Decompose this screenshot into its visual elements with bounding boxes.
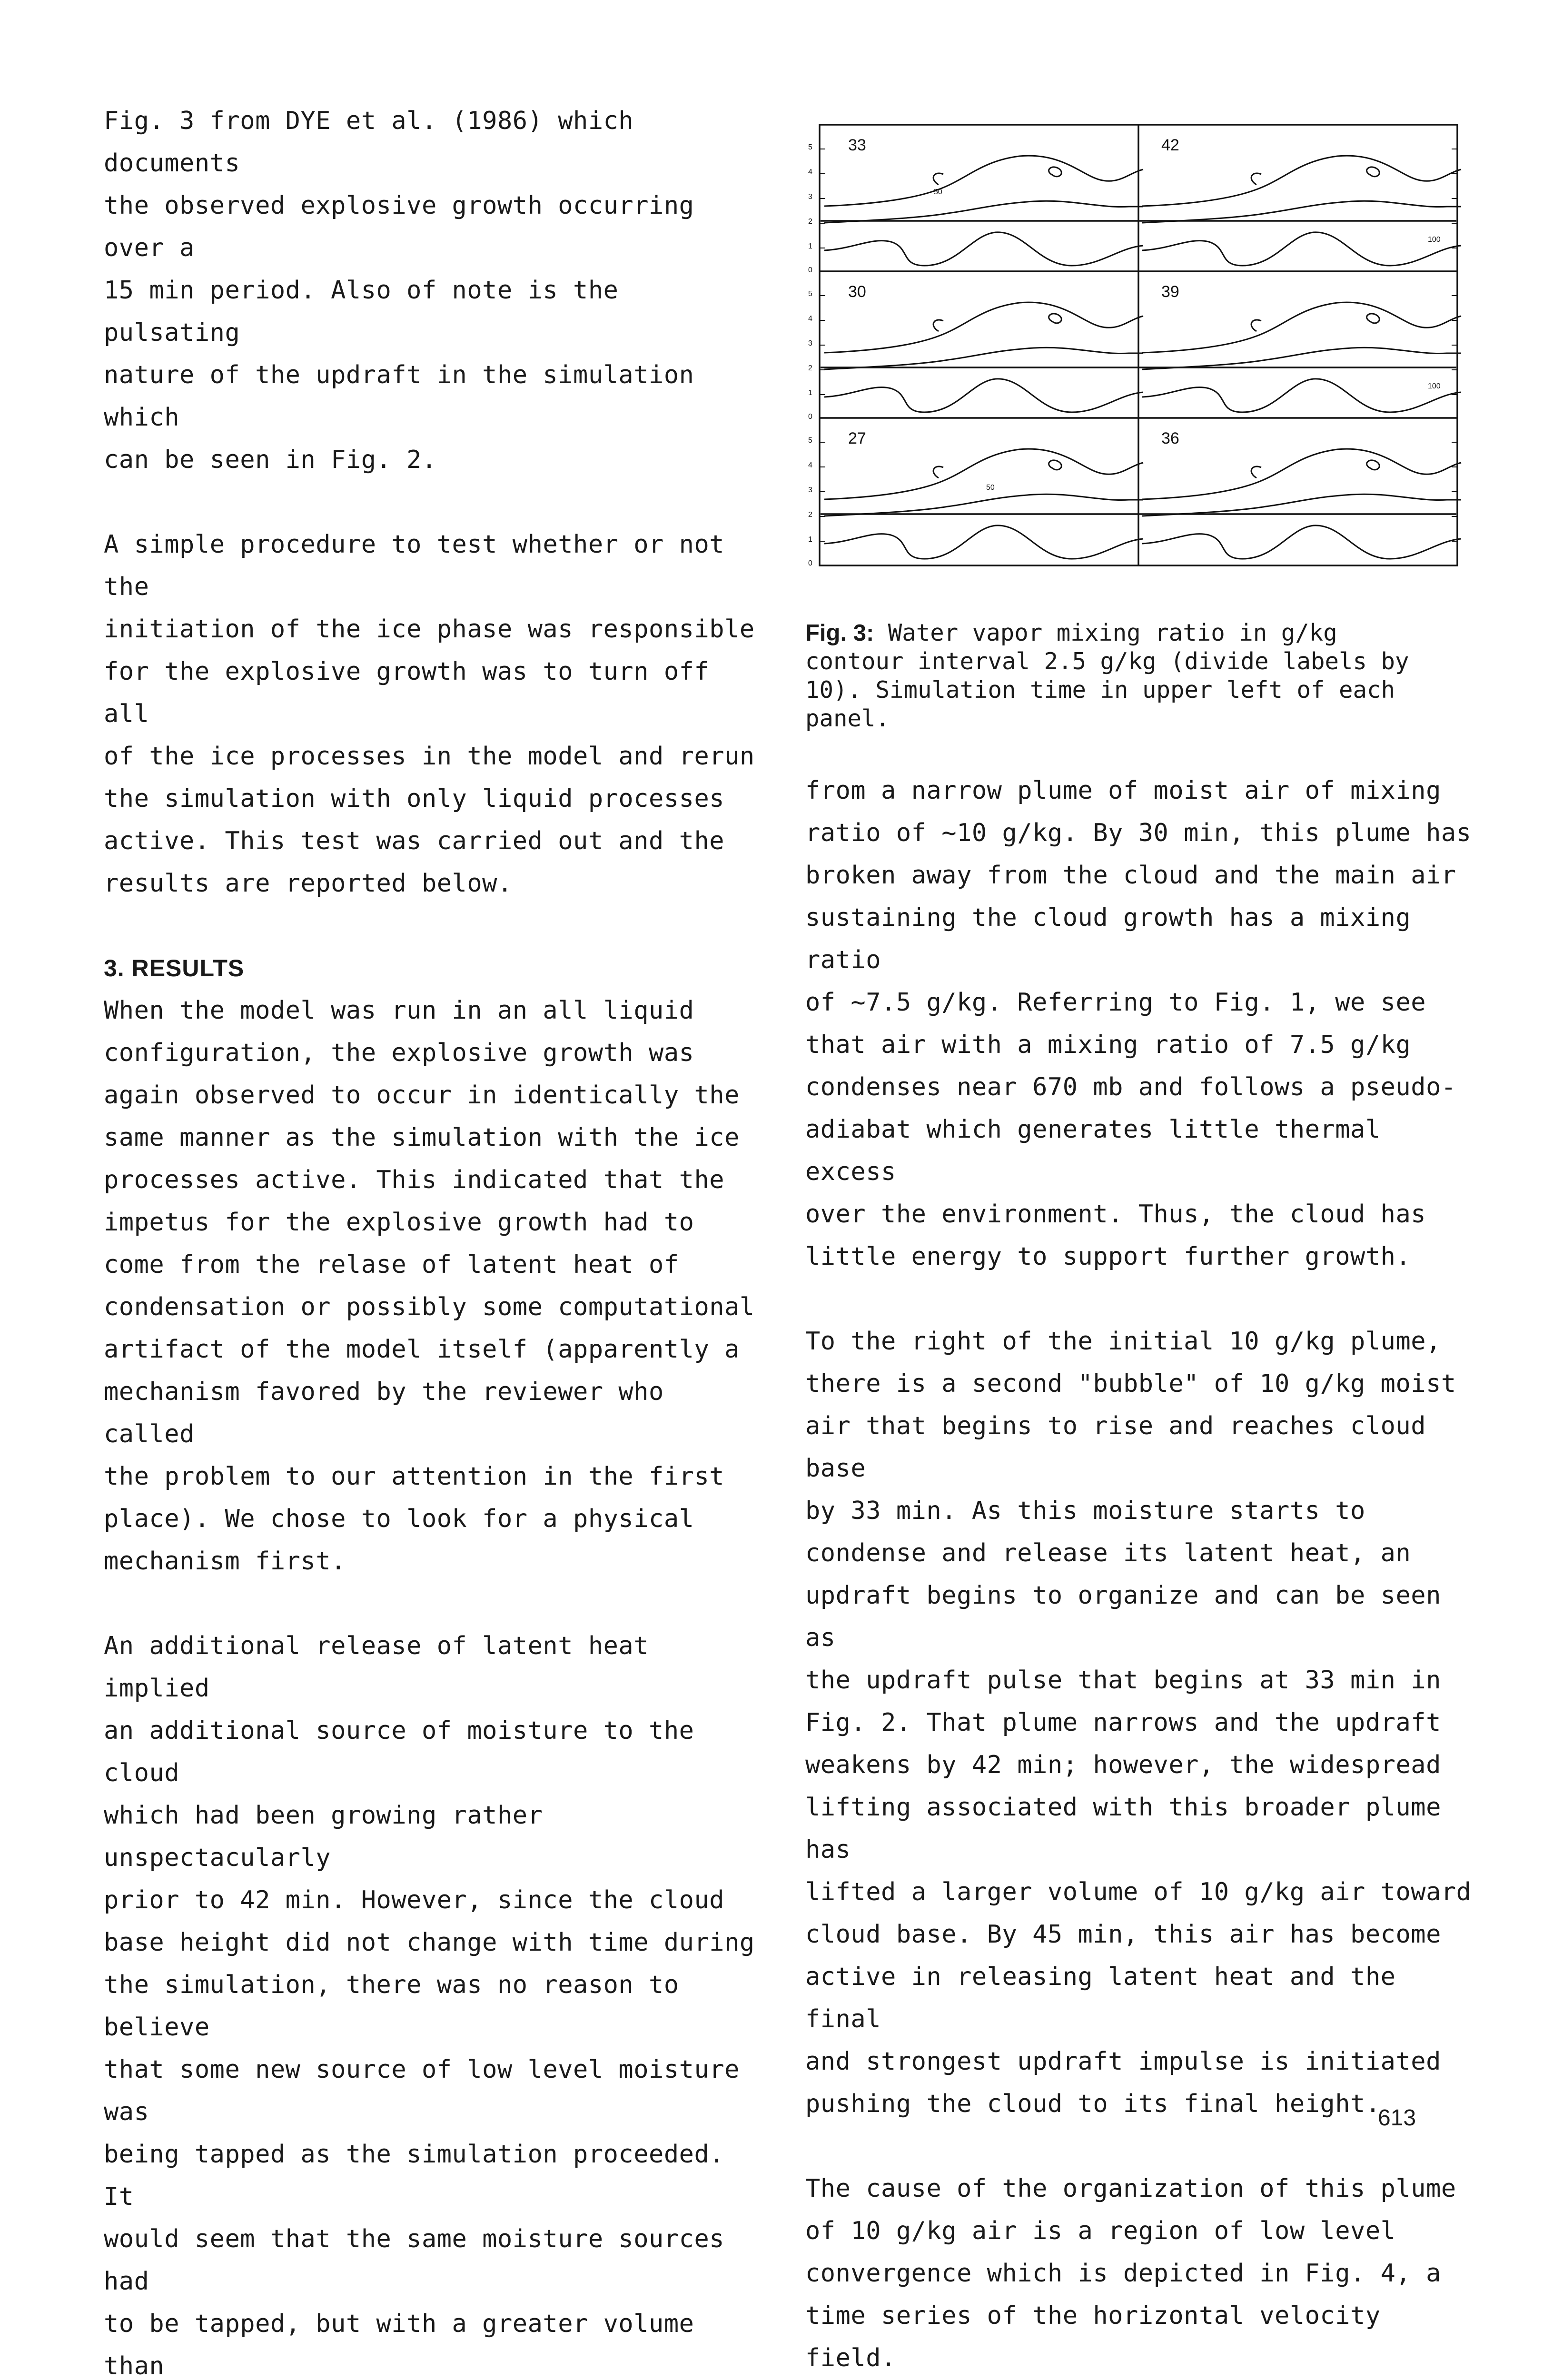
svg-text:5: 5 <box>808 436 812 445</box>
svg-text:50: 50 <box>986 484 995 492</box>
paragraph-narrow-plume: from a narrow plume of moist air of mixing ratio of ~10 g/kg. By 30 min, this plume has broken away from the cloud and the main air sustaining the cloud growth has a mixing ratio of ~7.5 g/kg. Referring to Fig. 1, we see that air with a mixing ratio of 7.5 g/kg condenses near 670 mb and follows a pseudo- adiabat which generates little thermal excess over the environment. Thus, the cloud has little energy to support further growth. <box>805 776 1472 1271</box>
svg-text:3: 3 <box>808 486 812 494</box>
panel-30 <box>821 283 1143 412</box>
paragraph-results: When the model was run in an all liquid configuration, the explosive growth was again observed to occur in identically the same manner as the simulation with the ice processes active. This indicated that the impetus for the explosive growth had to come from the relase of latent heat of condensation or possibly some computational artifact of the model itself (apparently a mechanism favored by the reviewer who called the problem to our attention in the first place). We chose to look for a physical mechanism first. <box>104 996 755 1576</box>
svg-text:27: 27 <box>848 429 866 447</box>
paragraph-dye-reference: Fig. 3 from DYE et al. (1986) which documents the observed explosive growth occurring over a 15 min period. Also of note is the pulsating nature of the updraft in the simulation which can be seen in Fig. 2. <box>104 107 694 474</box>
svg-text:3: 3 <box>808 193 812 201</box>
svg-text:42: 42 <box>1161 136 1179 154</box>
panel-27 <box>821 429 1143 559</box>
svg-text:0: 0 <box>808 266 812 274</box>
svg-text:39: 39 <box>1161 283 1179 301</box>
svg-text:3: 3 <box>808 339 812 347</box>
left-column <box>104 100 765 2380</box>
svg-text:1: 1 <box>808 389 812 397</box>
svg-text:100: 100 <box>1428 236 1441 244</box>
svg-text:100: 100 <box>1428 382 1441 390</box>
figure-3-caption-label: Fig. 3: <box>805 620 874 646</box>
panel-36 <box>1138 429 1461 559</box>
svg-text:30: 30 <box>848 283 866 301</box>
svg-text:4: 4 <box>808 168 812 176</box>
section-heading-results: 3. RESULTS <box>104 955 245 982</box>
svg-text:0: 0 <box>808 413 812 421</box>
page-number: 613 <box>1378 2105 1416 2131</box>
paragraph-convergence: The cause of the organization of this plume of 10 g/kg air is a region of low level convergence which is depicted in Fig. 4, a time series of the horizontal velocity field. <box>805 2174 1456 2372</box>
figure-3-caption-text: Water vapor mixing ratio in g/kg contour interval 2.5 g/kg (divide labels by 10). Simulation time in upper left of each panel. <box>805 619 1409 732</box>
svg-text:50: 50 <box>934 188 942 196</box>
panel-33 <box>821 136 1143 266</box>
figure-3-plot <box>805 123 1462 570</box>
svg-text:33: 33 <box>848 136 866 154</box>
figure-3 <box>805 123 1462 570</box>
panel-39 <box>1138 283 1461 412</box>
svg-text:4: 4 <box>808 315 812 323</box>
panel-42 <box>1138 136 1461 266</box>
svg-text:2: 2 <box>808 364 812 372</box>
paragraph-latent-heat: An additional release of latent heat implied an additional source of moisture to the cloud which had been growing rather unspectacularly prior to 42 min. However, since the cloud base height did not change with time during the simulation, there was no reason to believe that some new source of low level moisture was being tapped as the simulation proceeded. It would seem that the same moisture sources had to be tapped, but with a greater volume than <box>104 1632 755 2380</box>
paragraph-second-bubble: To the right of the initial 10 g/kg plume, there is a second "bubble" of 10 g/kg moist air that begins to rise and reaches cloud base by 33 min. As this moisture starts to condense and release its latent heat, an updraft begins to organize and can be seen as the updraft pulse that begins at 33 min in Fig. 2. That plume narrows and the updraft weakens by 42 min; however, the widespread lifting associated with this broader plume has lifted a larger volume of 10 g/kg air toward cloud base. By 45 min, this air has become active in releasing latent heat and the final and strongest updraft impulse is initiated pushing the cloud to its final height. <box>805 1327 1472 2118</box>
svg-text:0: 0 <box>808 559 812 567</box>
svg-text:4: 4 <box>808 461 812 469</box>
svg-text:2: 2 <box>808 511 812 519</box>
right-column <box>805 770 1472 2380</box>
svg-text:1: 1 <box>808 242 812 250</box>
svg-text:2: 2 <box>808 218 812 226</box>
figure-3-caption <box>805 619 1462 733</box>
svg-text:36: 36 <box>1161 429 1179 447</box>
svg-text:5: 5 <box>808 290 812 298</box>
y-axis-ticks <box>808 143 812 567</box>
svg-text:5: 5 <box>808 143 812 151</box>
svg-text:1: 1 <box>808 536 812 544</box>
paragraph-procedure: A simple procedure to test whether or not the initiation of the ice phase was responsible for the explosive growth was to turn off all of the ice processes in the model and rerun the simulation with only liquid processes active. This test was carried out and the results are reported below. <box>104 530 755 898</box>
